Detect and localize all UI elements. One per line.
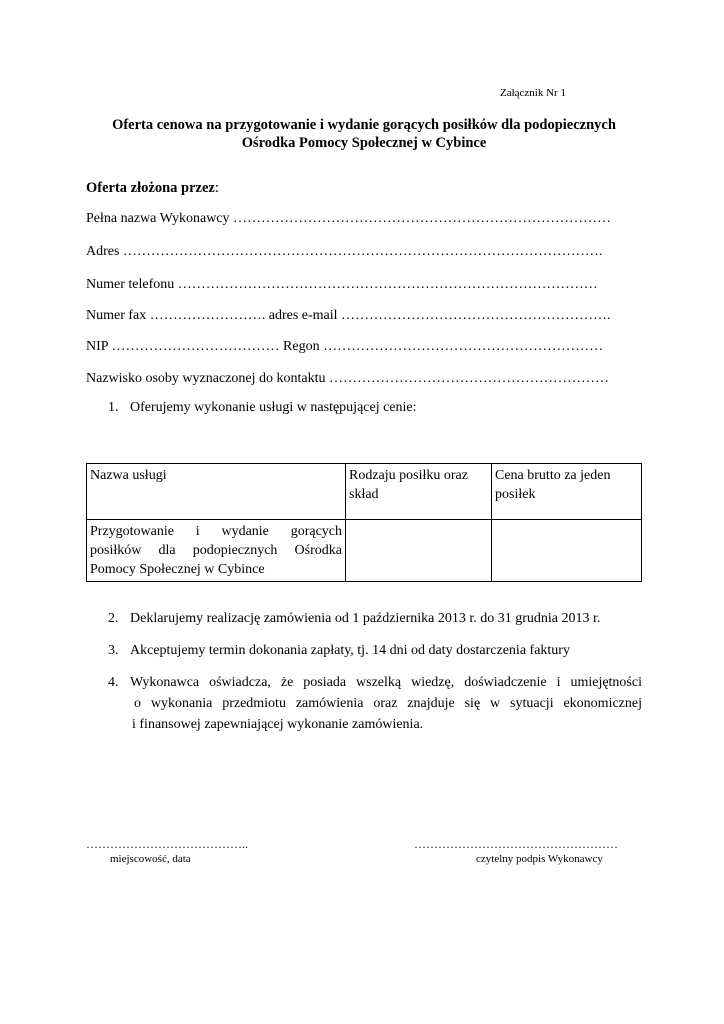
annex-label: Załącznik Nr 1	[500, 87, 566, 99]
title-line-1: Oferta cenowa na przygotowanie i wydanie gorących posiłków dla podopiecznych	[112, 117, 616, 133]
nip-regon-field: NIP ……………………………… Regon ……………………………………………………	[86, 339, 604, 354]
list-item-text: Akceptujemy termin dokonania zapłaty, tj. 14 dni od daty dostarczenia faktury	[130, 643, 570, 658]
list-number: 1.	[108, 400, 119, 415]
list-number: 2.	[108, 611, 119, 626]
list-item-text: Oferujemy wykonanie usługi w następującej cenie:	[130, 400, 417, 415]
price-table	[86, 463, 642, 582]
list-item-3	[108, 640, 642, 661]
offered-by-heading	[86, 180, 219, 197]
service-line-2: posiłków dla podopiecznych Ośrodka	[90, 543, 342, 558]
phone-field: Numer telefonu ………………………………………………………………………………	[86, 277, 598, 292]
item4-line-3: i finansowej zapewniającej wykonanie zamówienia.	[132, 717, 424, 732]
offered-by-label: Oferta złożona przez	[86, 180, 215, 196]
signature-line: ……………………………………………	[414, 837, 618, 851]
service-line-1: Przygotowanie i wydanie gorących	[90, 524, 342, 539]
signature-label: czytelny podpis Wykonawcy	[476, 853, 603, 865]
fax-email-field: Numer fax ……………………. adres e-mail ………………………………………………….	[86, 308, 611, 323]
address-field: Adres ………………………………………………………………………………………….	[86, 244, 603, 259]
cell-service-description	[87, 520, 346, 582]
document-title	[86, 116, 642, 152]
header-gross-price: Cena brutto za jeden posiłek	[492, 464, 642, 520]
place-date-label: miejscowość, data	[110, 853, 191, 865]
offered-by-colon: :	[214, 180, 219, 196]
item4-line-1: Wykonawca oświadcza, że posiada wszelką wiedzę, doświadczenie i umiejętności	[130, 675, 642, 690]
cell-gross-price[interactable]	[492, 520, 642, 582]
table-header-row	[87, 464, 642, 520]
list-number: 4.	[108, 675, 119, 690]
table-row	[87, 520, 642, 582]
header-meal-composition: Rodzaju posiłku oraz skład	[346, 464, 492, 520]
place-date-line: …………………………………..	[86, 837, 248, 851]
contact-person-field: Nazwisko osoby wyznaczonej do kontaktu ……………………………………………………	[86, 371, 609, 386]
list-item-1	[108, 400, 417, 416]
list-item-text: Deklarujemy realizację zamówienia od 1 października 2013 r. do 31 grudnia 2013 r.	[130, 611, 601, 626]
service-line-3: Pomocy Społecznej w Cybince	[90, 562, 265, 577]
list-item-2	[108, 608, 642, 629]
list-number: 3.	[108, 643, 119, 658]
list-item-4	[108, 672, 642, 732]
item4-line-2: o wykonania przedmiotu zamówienia oraz znajduje się w sytuacji ekonomicznej	[134, 696, 642, 711]
cell-meal-composition[interactable]	[346, 520, 492, 582]
full-name-field: Pełna nazwa Wykonawcy ………………………………………………………………………	[86, 211, 612, 226]
title-line-2: Ośrodka Pomocy Społecznej w Cybince	[241, 135, 487, 151]
header-service-name: Nazwa usługi	[87, 464, 346, 520]
